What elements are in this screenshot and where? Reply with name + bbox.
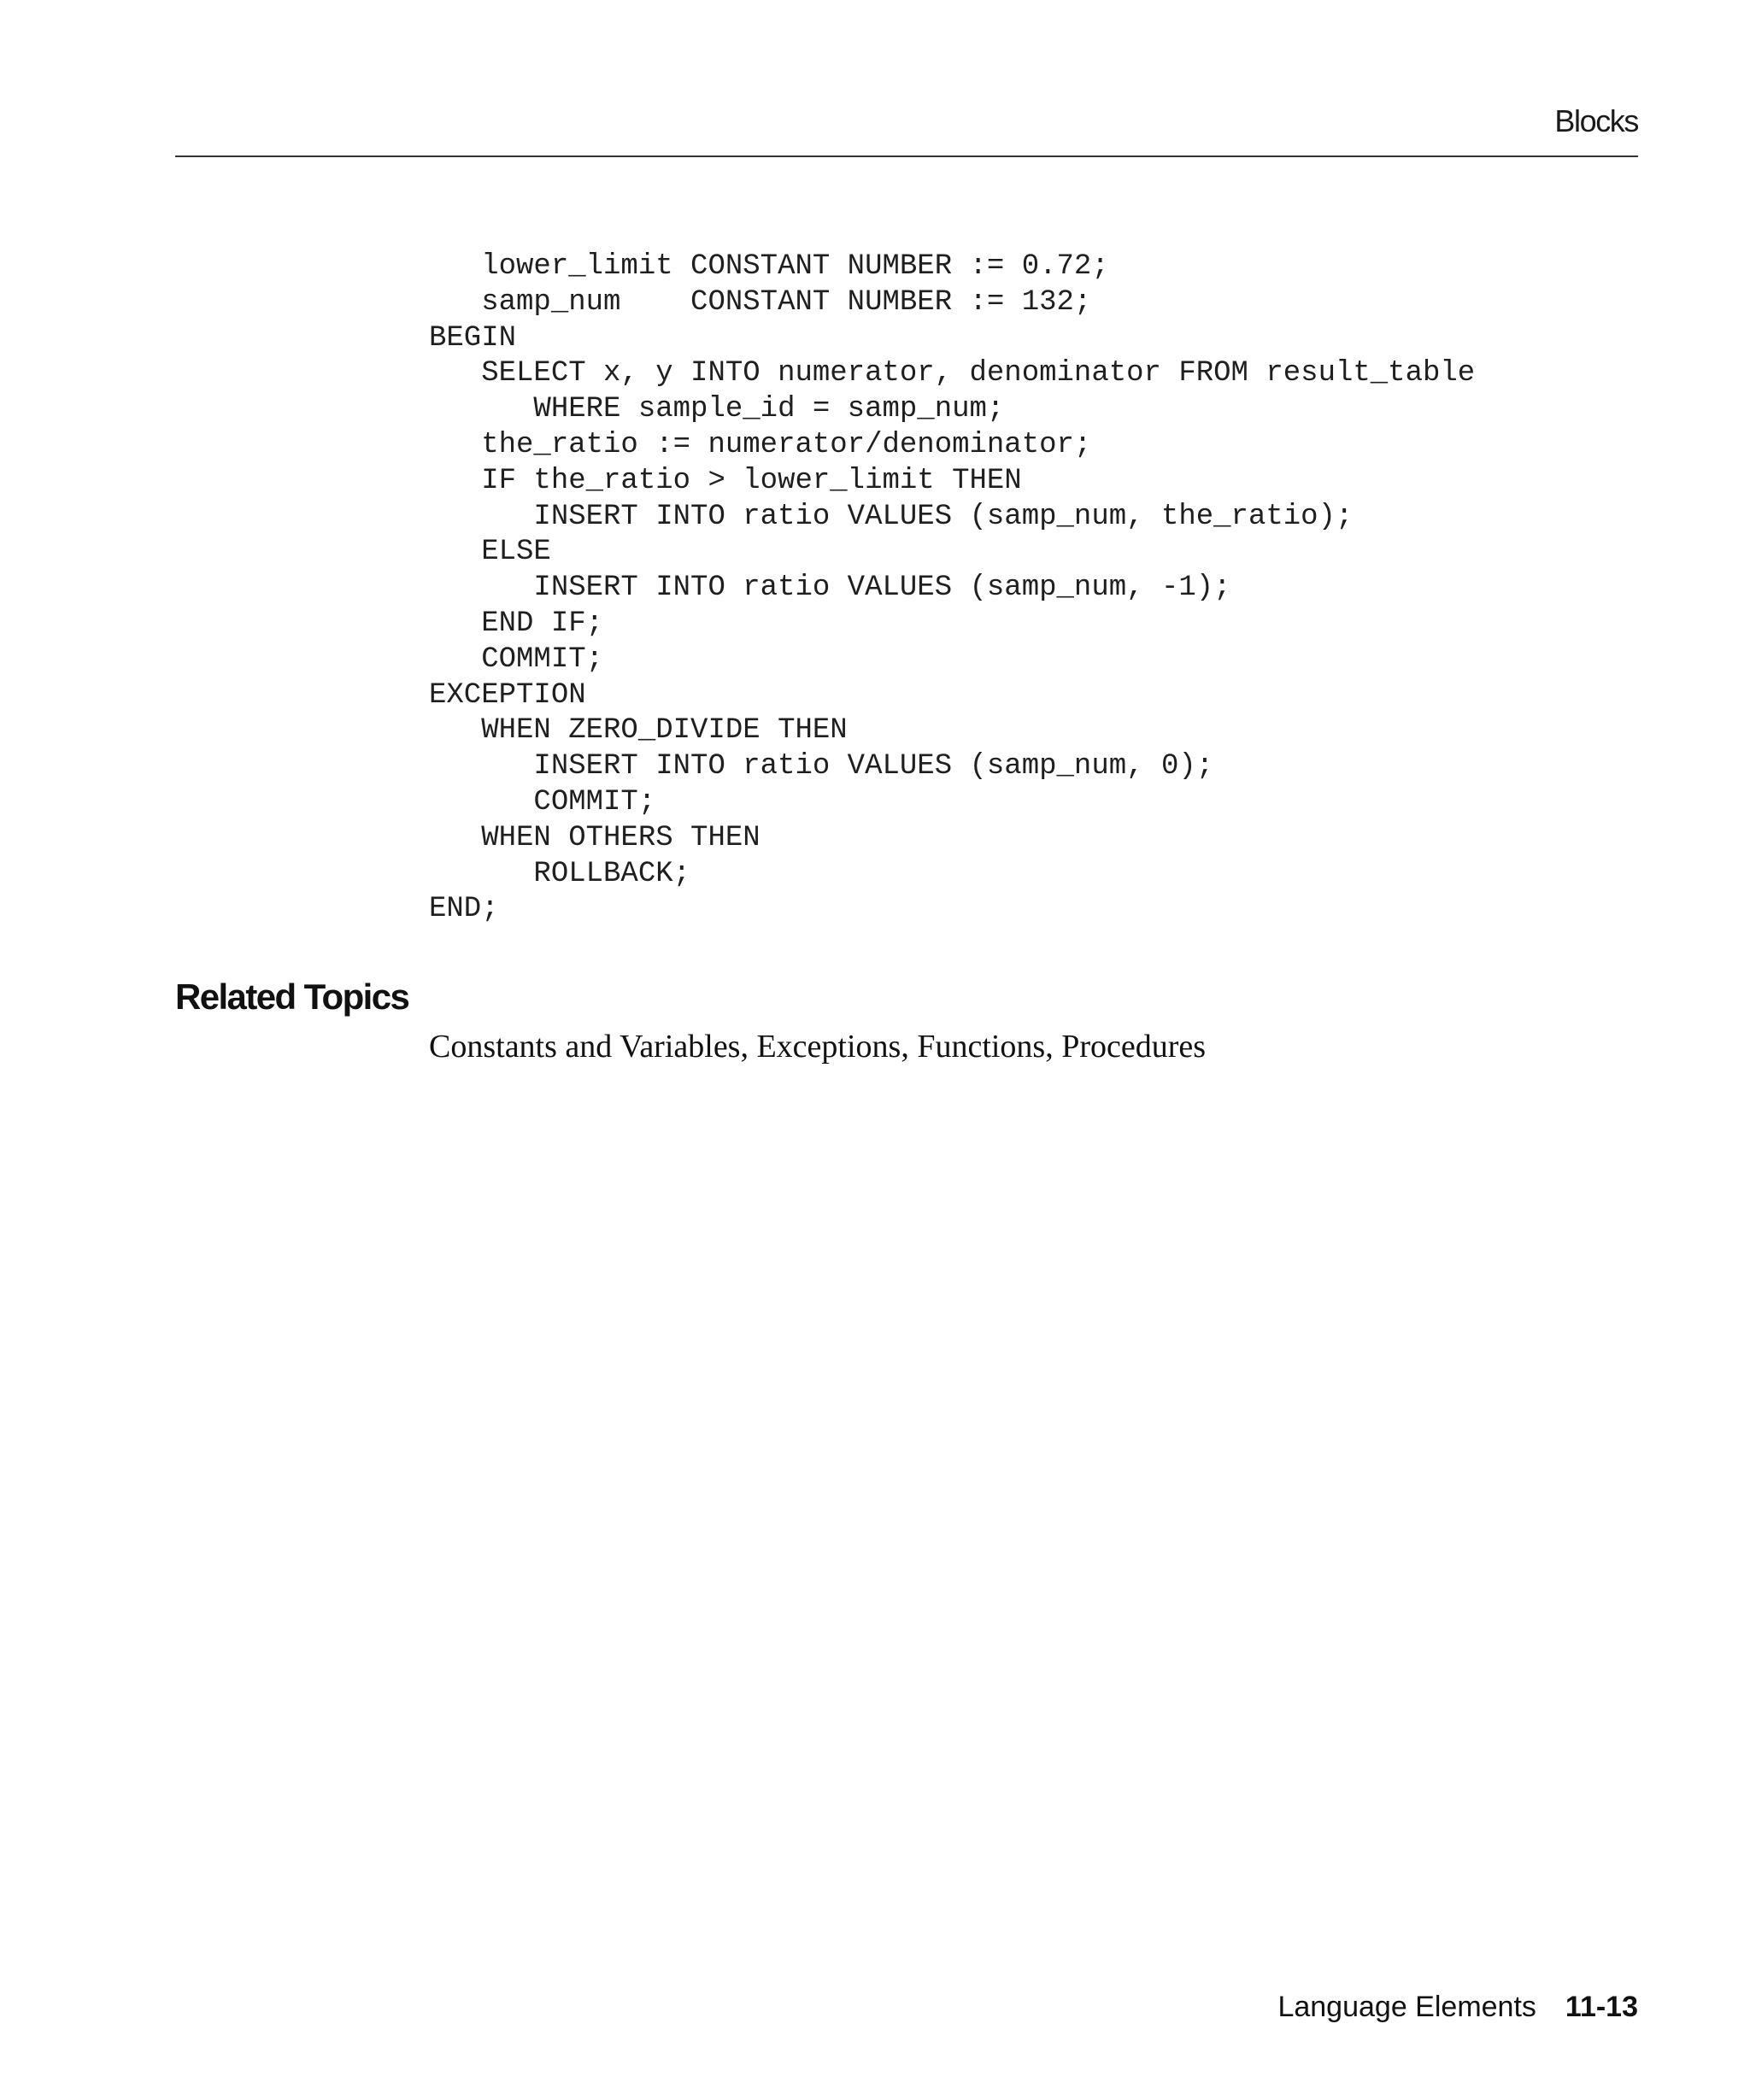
code-line: WHEN ZERO_DIVIDE THEN — [429, 714, 848, 748]
footer-page-number: 11-13 — [1565, 1991, 1638, 2023]
header-rule — [175, 155, 1638, 157]
code-line: COMMIT; — [429, 785, 656, 818]
code-example — [429, 249, 1475, 928]
code-line: ROLLBACK; — [429, 857, 691, 890]
code-line: INSERT INTO ratio VALUES (samp_num, -1); — [429, 572, 1231, 605]
running-header: Blocks — [1554, 103, 1638, 138]
code-line: COMMIT; — [429, 642, 604, 676]
footer-chapter-title: Language Elements — [1277, 1991, 1536, 2023]
code-line: EXCEPTION — [429, 678, 586, 712]
code-line: samp_num CONSTANT NUMBER := 132; — [429, 285, 1092, 319]
code-line: ELSE — [429, 536, 551, 569]
code-line: BEGIN — [429, 321, 517, 355]
code-line: IF the_ratio > lower_limit THEN — [429, 464, 1022, 497]
code-line: WHEN OTHERS THEN — [429, 821, 760, 854]
code-line: END IF; — [429, 607, 604, 640]
related-topics-heading: Related Topics — [175, 977, 409, 1017]
page-footer — [1277, 1992, 1638, 2021]
code-line: the_ratio := numerator/denominator; — [429, 428, 1092, 461]
code-line: lower_limit CONSTANT NUMBER := 0.72; — [429, 250, 1109, 283]
code-line: INSERT INTO ratio VALUES (samp_num, 0); — [429, 750, 1214, 783]
code-line: END; — [429, 893, 499, 926]
code-line: INSERT INTO ratio VALUES (samp_num, the_ratio); — [429, 500, 1354, 533]
code-line: WHERE sample_id = samp_num; — [429, 393, 1005, 426]
code-line: SELECT x, y INTO numerator, denominator FROM result_table — [429, 357, 1476, 390]
related-topics-list: Constants and Variables, Exceptions, Functions, Procedures — [429, 1029, 1207, 1065]
